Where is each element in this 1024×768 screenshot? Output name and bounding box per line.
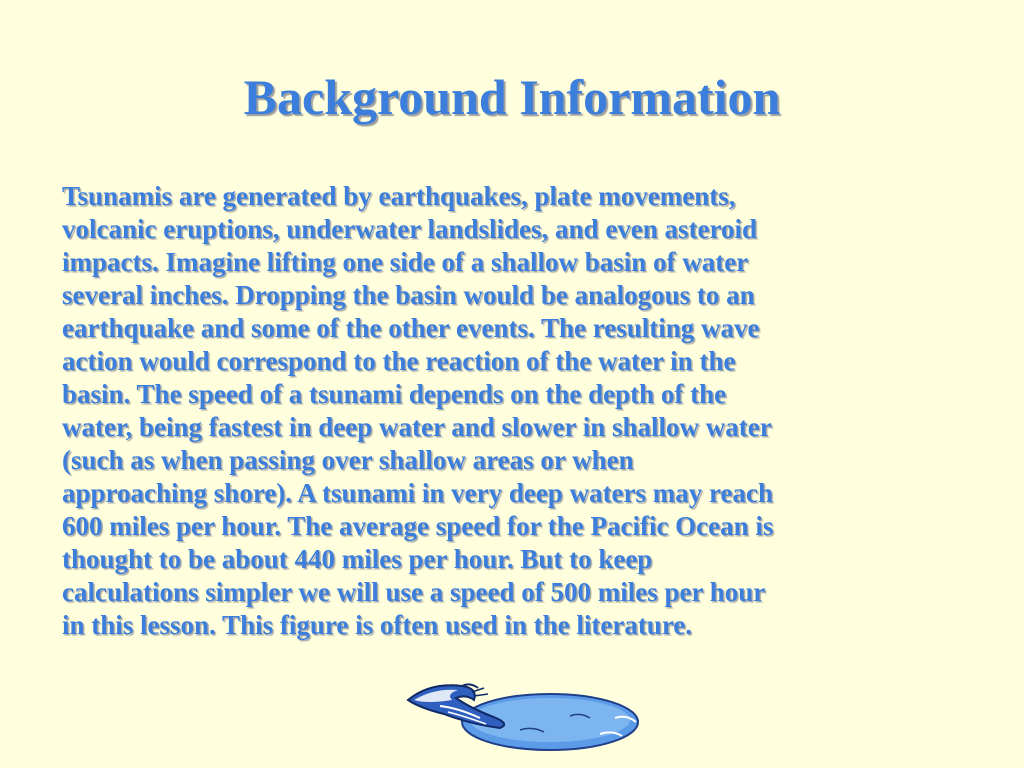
body-line: thought to be about 440 miles per hour. But to keep bbox=[62, 544, 653, 574]
body-line: water, being fastest in deep water and slower in shallow water bbox=[62, 412, 772, 442]
body-line: calculations simpler we will use a speed of 500 miles per hour bbox=[62, 577, 766, 607]
body-line: (such as when passing over shallow areas or when bbox=[62, 445, 634, 475]
body-line: impacts. Imagine lifting one side of a shallow basin of water bbox=[62, 247, 749, 277]
body-line: basin. The speed of a tsunami depends on the depth of the bbox=[62, 379, 727, 409]
body-line: approaching shore). A tsunami in very deep waters may reach bbox=[62, 478, 774, 508]
body-line: several inches. Dropping the basin would be analogous to an bbox=[62, 280, 755, 310]
slide-body-text bbox=[62, 180, 967, 642]
body-line: volcanic eruptions, underwater landslides, and even asteroid bbox=[62, 214, 758, 244]
body-line: Tsunamis are generated by earthquakes, plate movements, bbox=[62, 181, 736, 211]
body-line: earthquake and some of the other events. The resulting wave bbox=[62, 313, 760, 343]
body-line: 600 miles per hour. The average speed for the Pacific Ocean is bbox=[62, 511, 774, 541]
body-line: action would correspond to the reaction of the water in the bbox=[62, 346, 736, 376]
slide-title: Background Information bbox=[243, 69, 781, 125]
body-line: in this lesson. This figure is often used in the literature. bbox=[62, 610, 693, 640]
wave-clipart-icon bbox=[400, 678, 642, 754]
